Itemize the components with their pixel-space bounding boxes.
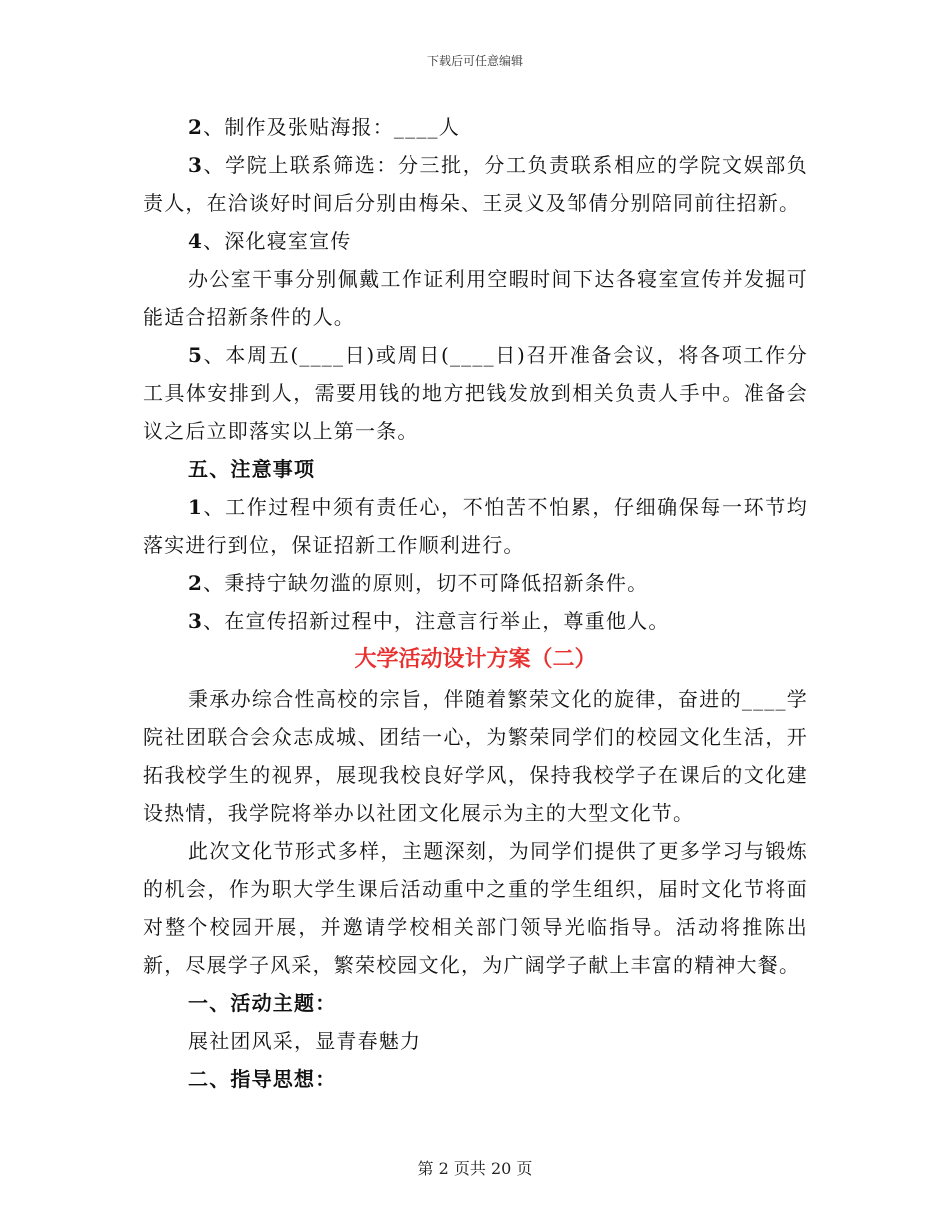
heading-activity-theme: 一、活动主题： bbox=[188, 991, 337, 1015]
document-body bbox=[143, 108, 808, 1098]
item-text: 、在宣传招新过程中，注意言行举止，尊重他人。 bbox=[203, 609, 670, 633]
item-text: 、深化寝室宣传 bbox=[203, 229, 352, 253]
list-item-3 bbox=[143, 146, 808, 222]
item-number: 3 bbox=[188, 153, 204, 177]
note-item-3 bbox=[143, 602, 808, 640]
activity-theme-text: 展社团风采，显青春魅力 bbox=[188, 1029, 422, 1053]
list-item-2 bbox=[143, 108, 808, 146]
plan-title: 大学活动设计方案（二） bbox=[354, 647, 597, 672]
item-number: 4 bbox=[188, 229, 204, 253]
page-footer: 第 2 页共 20 页 bbox=[417, 1159, 533, 1178]
item-text: 、本周五(____日)或周日(____日)召开准备会议，将各项工作分工具体安排到人，需要用钱的地方把钱发放到相关负责人手中。准备会议之后立即落实以上第一条。 bbox=[143, 343, 808, 443]
item-number: 1 bbox=[188, 495, 204, 519]
list-item-4 bbox=[143, 222, 808, 260]
section-heading-notes: 五、注意事项 bbox=[188, 457, 316, 481]
item-text: 、制作及张贴海报：____人 bbox=[203, 115, 460, 139]
item-number: 2 bbox=[188, 571, 204, 595]
item-text: 、工作过程中须有责任心，不怕苦不怕累，仔细确保每一环节均落实进行到位，保证招新工作顺利进行。 bbox=[143, 495, 808, 557]
intro-paragraph-1: 秉承办综合性高校的宗旨，伴随着繁荣文化的旋律，奋进的____学院社团联合会众志成城、团结一心，为繁荣同学们的校园文化生活，开拓我校学生的视界，展现我校良好学风，保持我校学子在课后的文化建设热情，我学院将举办以社团文化展示为主的大型文化节。 bbox=[143, 687, 808, 825]
intro-paragraph-2: 此次文化节形式多样，主题深刻，为同学们提供了更多学习与锻炼的机会，作为职大学生课后活动重中之重的学生组织，届时文化节将面对整个校园开展，并邀请学校相关部门领导光临指导。活动将推陈出新，尽展学子风采，繁荣校园文化，为广阔学子献上丰富的精神大餐。 bbox=[143, 839, 808, 977]
item-number: 3 bbox=[188, 609, 204, 633]
item-number: 2 bbox=[188, 115, 204, 139]
item-number: 5 bbox=[188, 343, 204, 367]
item-text: 、学院上联系筛选：分三批，分工负责联系相应的学院文娱部负责人，在洽谈好时间后分别由梅朵、王灵义及邹倩分别陪同前往招新。 bbox=[143, 153, 808, 215]
heading-guiding-idea: 二、指导思想： bbox=[188, 1067, 337, 1091]
note-item-1 bbox=[143, 488, 808, 564]
item-text: 、秉持宁缺勿滥的原则，切不可降低招新条件。 bbox=[203, 571, 649, 595]
note-item-2 bbox=[143, 564, 808, 602]
list-item-4-detail: 办公室干事分别佩戴工作证利用空暇时间下达各寝室宣传并发掘可能适合招新条件的人。 bbox=[143, 267, 808, 329]
page-header: 下载后可任意编辑 bbox=[426, 54, 523, 68]
list-item-5 bbox=[143, 336, 808, 450]
